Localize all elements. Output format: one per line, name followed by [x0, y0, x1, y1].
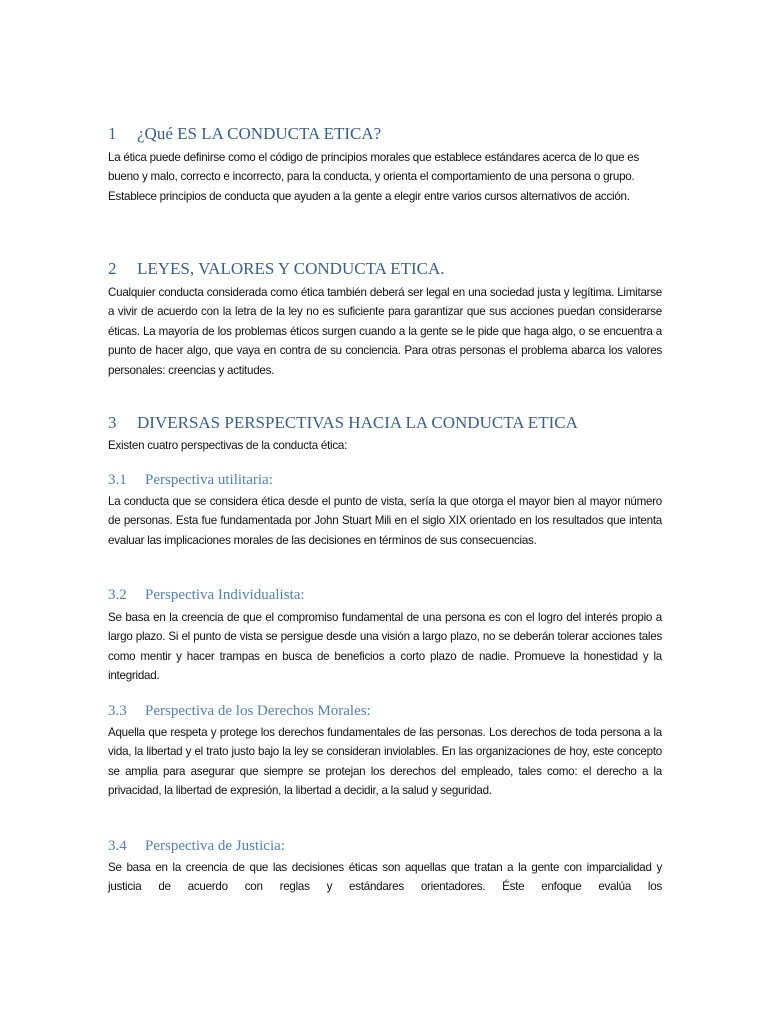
subsection-3-1-title: Perspectiva utilitaria: [145, 472, 273, 488]
subsection-3-4-body: Se basa en la creencia de que las decisiones éticas son aquellas que tratan a la gente con imparcialidad y justicia de acuerdo con reglas y estándares orientadores. Éste enfoque evalúa los [108, 861, 662, 894]
section-2-number: 2 [108, 259, 117, 278]
subsection-3-1-body: La conducta que se considera ética desde el punto de vista, sería la que otorga el mayor bien al mayor número de personas. Esta fue fundamentada por John Stuart Mili en el siglo XIX orientado en los resultados que intenta evaluar las implicaciones morales de las decisiones en términos de sus consecuencias. [108, 495, 662, 547]
subsection-3-3-heading [108, 702, 371, 720]
section-3-heading [108, 413, 578, 433]
section-2-body: Cualquier conducta considerada como ética también deberá ser legal en una sociedad justa y legítima. Limitarse a vivir de acuerdo con la letra de la ley no es suficiente para garantizar que sus acciones puedan considerarse éticas. La mayoría de los problemas éticos surgen cuando a la gente se le pide que haga algo, o se encuentra a punto de hacer algo, que vaya en contra de su conciencia. Para otras personas el problema abarca los valores personales: creencias y actitudes. [108, 286, 662, 377]
section-3-number: 3 [108, 413, 117, 432]
subsection-3-4-number: 3.4 [108, 838, 127, 854]
section-2-heading [108, 259, 445, 279]
section-1-title: ¿Qué ES LA CONDUCTA ETICA? [137, 124, 382, 143]
section-3-body: Existen cuatro perspectivas de la conducta ética: [108, 439, 348, 452]
subsection-3-4-heading [108, 837, 285, 855]
subsection-3-3-number: 3.3 [108, 703, 127, 719]
subsection-3-3-body: Aquella que respeta y protege los derechos fundamentales de las personas. Los derechos de toda persona a la vida, la libertad y el trato justo bajo la ley se consideran inviolables. En las organizaciones de hoy, este concepto se amplia para asegurar que siempre se protejan los derechos del empleado, tales como: el derecho a la privacidad, la libertad de expresión, la libertad a decidir, a la salud y seguridad. [108, 726, 662, 798]
section-2-title: LEYES, VALORES Y CONDUCTA ETICA. [137, 259, 445, 278]
subsection-3-2-heading [108, 586, 305, 604]
section-1-heading [108, 124, 381, 144]
section-3-title: DIVERSAS PERSPECTIVAS HACIA LA CONDUCTA ETICA [137, 413, 578, 432]
subsection-3-1-heading [108, 471, 273, 489]
subsection-3-1-number: 3.1 [108, 472, 127, 488]
subsection-3-2-number: 3.2 [108, 587, 127, 603]
subsection-3-4-title: Perspectiva de Justicia: [145, 838, 285, 854]
section-1-number: 1 [108, 124, 117, 143]
subsection-3-3-title: Perspectiva de los Derechos Morales: [145, 703, 371, 719]
subsection-3-2-body: Se basa en la creencia de que el compromiso fundamental de una persona es con el logro del interés propio a largo plazo. Si el punto de vista se persigue desde una visión a largo plazo, no se deberán tolerar acciones tales como mentir y hacer trampas en busca de beneficios a corto plazo de nadie. Promueve la honestidad y la integridad. [108, 611, 662, 683]
subsection-3-2-title: Perspectiva Individualista: [145, 587, 305, 603]
section-1-body: La ética puede definirse como el código de principios morales que establece estándares acerca de lo que es bueno y malo, correcto e incorrecto, para la conducta, y orienta el comportamiento de una persona o grupo. Establece principios de conducta que ayuden a la gente a elegir entre varios cursos alternativos de acción. [108, 151, 639, 203]
